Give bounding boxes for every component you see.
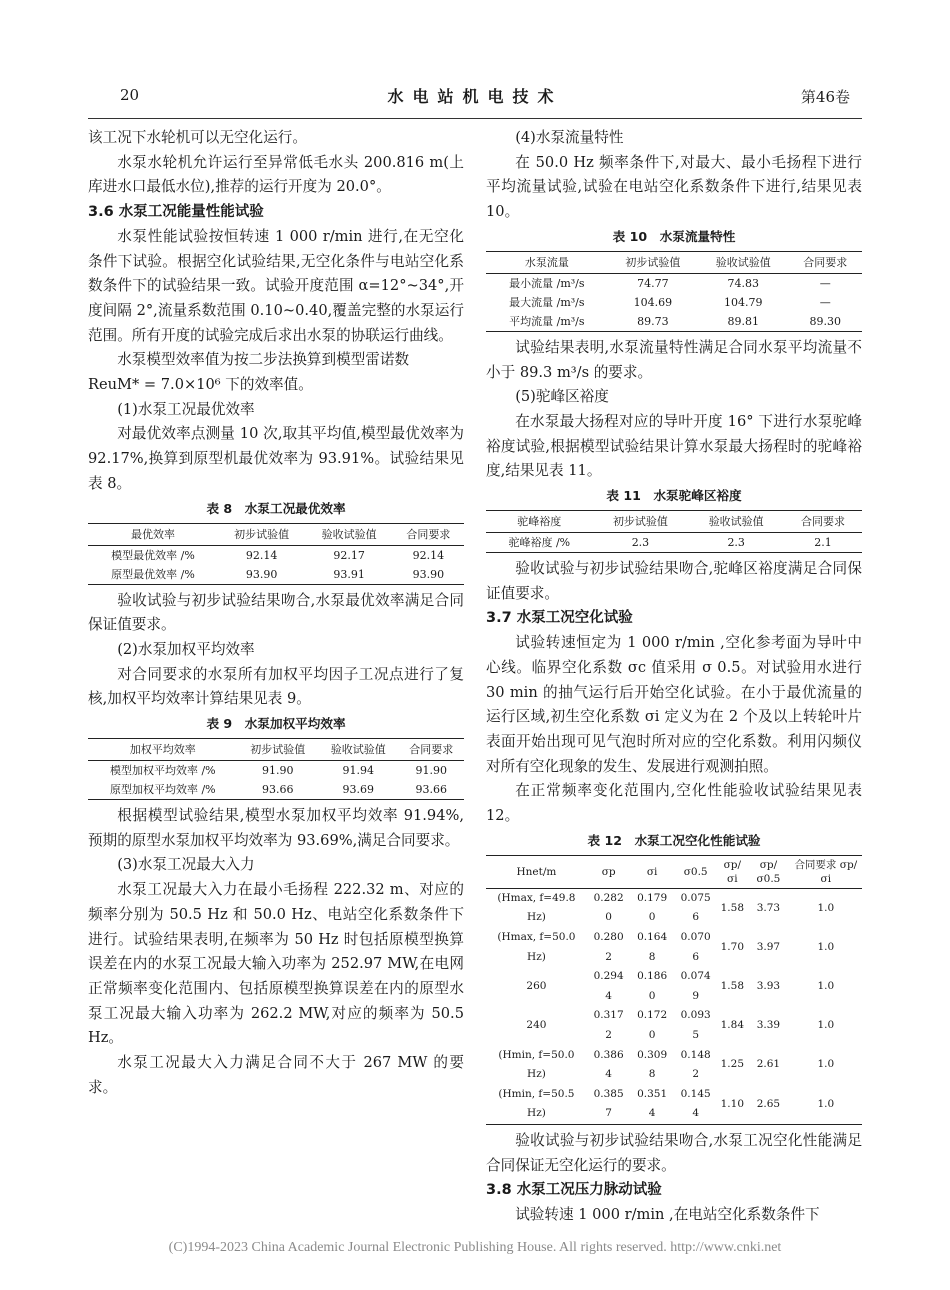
table-cell: 93.90 bbox=[218, 565, 305, 585]
table-row bbox=[88, 761, 464, 781]
table-cell: 平均流量 /m³/s bbox=[486, 312, 608, 332]
table-header-cell: 最优效率 bbox=[88, 523, 218, 545]
table-cell: 3.39 bbox=[756, 1019, 781, 1032]
subheading: (5)驼峰区裕度 bbox=[515, 388, 609, 406]
table-cell: — bbox=[819, 276, 831, 290]
table-cell: (Hmax, f=49.8 Hz) bbox=[497, 891, 576, 924]
paragraph: 在 50.0 Hz 频率条件下,对最大、最小毛扬程下进行平均流量试验,试验在电站空化系数条件下进行,结果见表 10。 bbox=[486, 153, 862, 221]
paragraph: 在正常频率变化范围内,空化性能验收试验结果见表 12。 bbox=[486, 782, 862, 825]
table-row bbox=[486, 888, 862, 928]
paragraph: 水泵性能试验按恒转速 1 000 r/min 进行,在无空化条件下试验。根据空化试验结果,无空化条件与电站空化系数条件下的试验结果一致。试验开度范围 α=12°~34°,开度间隔 2°,流量系数范围 0.10~0.40,覆盖完整的水泵运行范围。所有开度的试验完成后求出水泵的协联运行曲线。 bbox=[88, 227, 464, 344]
table-cell: 1.58 bbox=[720, 901, 745, 914]
table-cell: 89.30 bbox=[788, 312, 862, 332]
table-cell: 模型最优效率 /% bbox=[111, 548, 195, 562]
table-caption: 表 12 水泵工况空化性能试验 bbox=[587, 832, 761, 848]
table-caption: 表 8 水泵工况最优效率 bbox=[206, 500, 346, 516]
table-header-cell: 合同要求 bbox=[788, 251, 862, 273]
table-cell: 1.70 bbox=[720, 940, 745, 953]
table-cell: 91.90 bbox=[415, 764, 447, 778]
paragraph: 水泵模型效率值为按二步法换算到模型雷诺数 bbox=[117, 351, 410, 369]
table-12 bbox=[486, 855, 862, 1125]
table-row bbox=[486, 1046, 862, 1085]
table-cell: 1.58 bbox=[720, 979, 745, 992]
table-cell: 0.309 8 bbox=[637, 1048, 668, 1081]
table-cell: 0.148 2 bbox=[680, 1048, 711, 1081]
paragraph: 试验转速恒定为 1 000 r/min ,空化参考面为导叶中心线。临界空化系数 σc 值采用 σ 0.5。对试验用水进行 30 min 的抽气运行后开始空化试验。在小于最优流量的运行区域,初生空化系数 σi 定义为在 2 个及以上转轮叶片表面开始出现可见气泡时所对应的空化系数。利用闪频仪对所有空化现象的发生、发展进行观测拍照。 bbox=[486, 634, 862, 775]
paragraph: 验收试验与初步试验结果吻合,驼峰区裕度满足合同保证值要求。 bbox=[486, 560, 862, 602]
table-cell: 最大流量 /m³/s bbox=[509, 295, 585, 309]
table-header-cell: 合同要求 bbox=[393, 523, 464, 545]
table-cell: 1.10 bbox=[717, 1085, 747, 1125]
right-column bbox=[486, 126, 862, 1228]
table-cell: 0.317 2 bbox=[593, 1009, 624, 1041]
table-cell: 0.351 4 bbox=[630, 1085, 674, 1125]
left-column bbox=[88, 126, 464, 1101]
subheading: (1)水泵工况最优效率 bbox=[117, 400, 255, 418]
table-10 bbox=[486, 251, 862, 332]
paragraph: 对合同要求的水泵所有加权平均因子工况点进行了复核,加权平均效率计算结果见表 9。 bbox=[88, 665, 464, 708]
table-cell: 93.90 bbox=[393, 565, 464, 585]
table-row bbox=[486, 273, 862, 293]
table-cell: 91.90 bbox=[262, 764, 294, 778]
table-cell: 0.145 4 bbox=[674, 1085, 718, 1125]
table-header-cell: σp bbox=[587, 855, 631, 888]
table-cell: (Hmax, f=50.0 Hz) bbox=[497, 930, 576, 963]
table-cell: 2.3 bbox=[688, 533, 784, 553]
table-cell: 驼峰裕度 /% bbox=[486, 533, 593, 553]
table-cell: 93.69 bbox=[318, 780, 398, 800]
table-cell: 1.84 bbox=[720, 1019, 745, 1032]
table-cell: 最小流量 /m³/s bbox=[509, 276, 585, 290]
table-8 bbox=[88, 523, 464, 585]
table-cell: 74.83 bbox=[727, 276, 759, 290]
paragraph: 试验转速 1 000 r/min ,在电站空化系数条件下 bbox=[515, 1206, 820, 1223]
table-header-cell: 加权平均效率 bbox=[88, 739, 238, 761]
table-cell: (Hmin, f=50.0 Hz) bbox=[498, 1048, 575, 1081]
table-header-cell: σi bbox=[630, 855, 674, 888]
table-row bbox=[486, 967, 862, 1006]
section-heading: 3.6 水泵工况能量性能试验 bbox=[88, 204, 264, 221]
paragraph: 水泵工况最大入力在最小毛扬程 222.32 m、对应的频率分别为 50.5 Hz 和 50.0 Hz、电站空化系数条件下进行。试验结果表明,在频率为 50 Hz 时包括原模型换算误差在内的水泵工况最大输入功率为 252.97 MW,在电网正常频率变化范围内、包括原模型换算误差在内的原型水泵工况最大输入功率为 262.2 MW,对应的频率为 50.5 Hz。 bbox=[88, 881, 464, 1047]
table-cell: 3.93 bbox=[756, 979, 781, 992]
table-row bbox=[486, 533, 862, 553]
table-cell: 92.14 bbox=[245, 548, 278, 562]
table-row bbox=[486, 1085, 862, 1125]
table-cell: 2.65 bbox=[747, 1085, 789, 1125]
table-cell: 0.164 8 bbox=[637, 930, 668, 963]
table-cell: 93.66 bbox=[399, 780, 465, 800]
table-cell: 2.1 bbox=[784, 533, 862, 553]
journal-title: 水电站机电技术 bbox=[387, 87, 563, 106]
table-header-cell: 初步试验值 bbox=[218, 523, 305, 545]
table-header-cell: 驼峰裕度 bbox=[486, 511, 593, 533]
table-header-cell: 验收试验值 bbox=[318, 739, 398, 761]
table-cell: 0.294 4 bbox=[593, 970, 624, 1002]
table-cell: 93.91 bbox=[305, 565, 392, 585]
paragraph: 验收试验与初步试验结果吻合,水泵工况空化性能满足合同保证无空化运行的要求。 bbox=[486, 1131, 862, 1174]
table-cell: 0.282 0 bbox=[593, 891, 624, 924]
table-cell: 89.81 bbox=[698, 312, 788, 332]
paragraph: 试验结果表明,水泵流量特性满足合同水泵平均流量不小于 89.3 m³/s 的要求。 bbox=[486, 338, 862, 381]
table-row bbox=[486, 928, 862, 967]
table-cell: 93.66 bbox=[238, 780, 318, 800]
table-row bbox=[88, 565, 464, 585]
table-cell: 1.0 bbox=[790, 1085, 862, 1125]
paragraph: 水泵水轮机允许运行至异常低毛水头 200.816 m(上库进水口最低水位),推荐的运行开度为 20.0°。 bbox=[88, 153, 464, 196]
table-row bbox=[88, 545, 464, 565]
table-header-cell: 初步试验值 bbox=[608, 251, 698, 273]
volume-label: 第46卷 bbox=[800, 88, 850, 106]
table-cell: 原型最优效率 /% bbox=[88, 565, 218, 585]
table-caption: 表 11 水泵驼峰区裕度 bbox=[606, 488, 742, 504]
table-11 bbox=[486, 510, 862, 553]
table-cell: 1.0 bbox=[817, 979, 835, 992]
table-cell: 原型加权平均效率 /% bbox=[88, 780, 238, 800]
table-header-cell: 合同要求 bbox=[784, 511, 862, 533]
table-cell: 74.77 bbox=[637, 276, 669, 290]
table-cell: 2.61 bbox=[756, 1058, 781, 1071]
paragraph: 在水泵最大扬程对应的导叶开度 16° 下进行水泵驼峰裕度试验,根据模型试验结果计算水泵最大扬程时的驼峰裕度,结果见表 11。 bbox=[486, 412, 862, 480]
copyright-footer: (C)1994-2023 China Academic Journal Electronic Publishing House. All rights reserved. http://www.cnki.net bbox=[168, 1240, 782, 1255]
paragraph: 对最优效率点测量 10 次,取其平均值,模型最优效率为 92.17%,换算到原型机最优效率为 93.91%。试验结果见表 8。 bbox=[88, 425, 464, 492]
table-cell: 104.79 bbox=[723, 295, 763, 309]
table-cell: 92.14 bbox=[412, 548, 445, 562]
table-header-cell: 初步试验值 bbox=[238, 739, 318, 761]
table-cell: 0.074 9 bbox=[680, 970, 711, 1002]
table-cell: 3.97 bbox=[756, 940, 781, 953]
table-cell: 1.0 bbox=[817, 901, 835, 914]
table-header-cell: σ0.5 bbox=[674, 855, 718, 888]
table-cell: 240 bbox=[526, 1019, 547, 1032]
table-cell: 2.3 bbox=[593, 533, 689, 553]
table-row bbox=[486, 293, 862, 312]
table-header-cell: 验收试验值 bbox=[688, 511, 784, 533]
table-cell: 0.172 0 bbox=[637, 1009, 668, 1041]
header-rule bbox=[88, 118, 862, 119]
subheading: (3)水泵工况最大入力 bbox=[117, 856, 255, 874]
table-cell: 0.385 7 bbox=[587, 1085, 631, 1125]
table-cell: 1.0 bbox=[817, 940, 835, 953]
table-cell: 0.070 6 bbox=[680, 930, 711, 963]
table-header-cell: 验收试验值 bbox=[305, 523, 392, 545]
table-cell: 0.075 6 bbox=[680, 891, 711, 924]
table-cell: 91.94 bbox=[342, 764, 375, 778]
table-cell: 0.280 2 bbox=[593, 930, 624, 963]
section-heading: 3.8 水泵工况压力脉动试验 bbox=[486, 1182, 662, 1199]
table-header-cell: 合同要求 σp/σi bbox=[790, 855, 862, 888]
table-cell: — bbox=[819, 295, 831, 309]
table-row bbox=[88, 780, 464, 800]
table-cell: 模型加权平均效率 /% bbox=[109, 764, 216, 778]
section-heading: 3.7 水泵工况空化试验 bbox=[486, 610, 633, 627]
table-cell: 89.73 bbox=[608, 312, 698, 332]
table-cell: 0.186 0 bbox=[637, 970, 668, 1002]
table-caption: 表 9 水泵加权平均效率 bbox=[206, 716, 346, 732]
table-cell: 92.17 bbox=[333, 548, 365, 562]
table-cell: 1.25 bbox=[720, 1058, 745, 1071]
paragraph: ReuM* = 7.0×10⁶ 下的效率值。 bbox=[88, 376, 313, 394]
paragraph: 该工况下水轮机可以无空化运行。 bbox=[88, 129, 307, 146]
table-header-cell: σp/σ0.5 bbox=[747, 855, 789, 888]
table-header-cell: Hnet/m bbox=[486, 855, 587, 888]
running-header bbox=[88, 86, 862, 116]
table-cell: 260 bbox=[526, 979, 547, 992]
table-header-cell: σp/σi bbox=[717, 855, 747, 888]
table-cell: 1.0 bbox=[817, 1058, 835, 1071]
table-9 bbox=[88, 738, 464, 800]
table-header-cell: 合同要求 bbox=[399, 739, 465, 761]
page-number: 20 bbox=[120, 86, 140, 104]
subheading: (2)水泵加权平均效率 bbox=[117, 640, 255, 658]
table-cell: 1.0 bbox=[817, 1019, 835, 1032]
table-caption: 表 10 水泵流量特性 bbox=[612, 228, 736, 244]
table-row bbox=[486, 312, 862, 332]
table-header-cell: 初步试验值 bbox=[593, 511, 689, 533]
paragraph: 根据模型试验结果,模型水泵加权平均效率 91.94%,预期的原型水泵加权平均效率为 93.69%,满足合同要求。 bbox=[88, 807, 464, 849]
table-cell: (Hmin, f=50.5 Hz) bbox=[486, 1085, 587, 1125]
paragraph: 水泵工况最大入力满足合同不大于 267 MW 的要求。 bbox=[88, 1054, 464, 1096]
table-cell: 0.386 4 bbox=[593, 1048, 624, 1081]
paragraph: 验收试验与初步试验结果吻合,水泵最优效率满足合同保证值要求。 bbox=[88, 591, 464, 634]
table-cell: 0.179 0 bbox=[637, 891, 668, 924]
table-cell: 3.73 bbox=[756, 901, 781, 914]
table-cell: 0.093 5 bbox=[680, 1009, 711, 1041]
table-header-cell: 水泵流量 bbox=[486, 251, 608, 273]
subheading: (4)水泵流量特性 bbox=[515, 129, 624, 146]
table-row bbox=[486, 1006, 862, 1045]
table-header-cell: 验收试验值 bbox=[698, 251, 788, 273]
table-cell: 104.69 bbox=[633, 295, 673, 309]
